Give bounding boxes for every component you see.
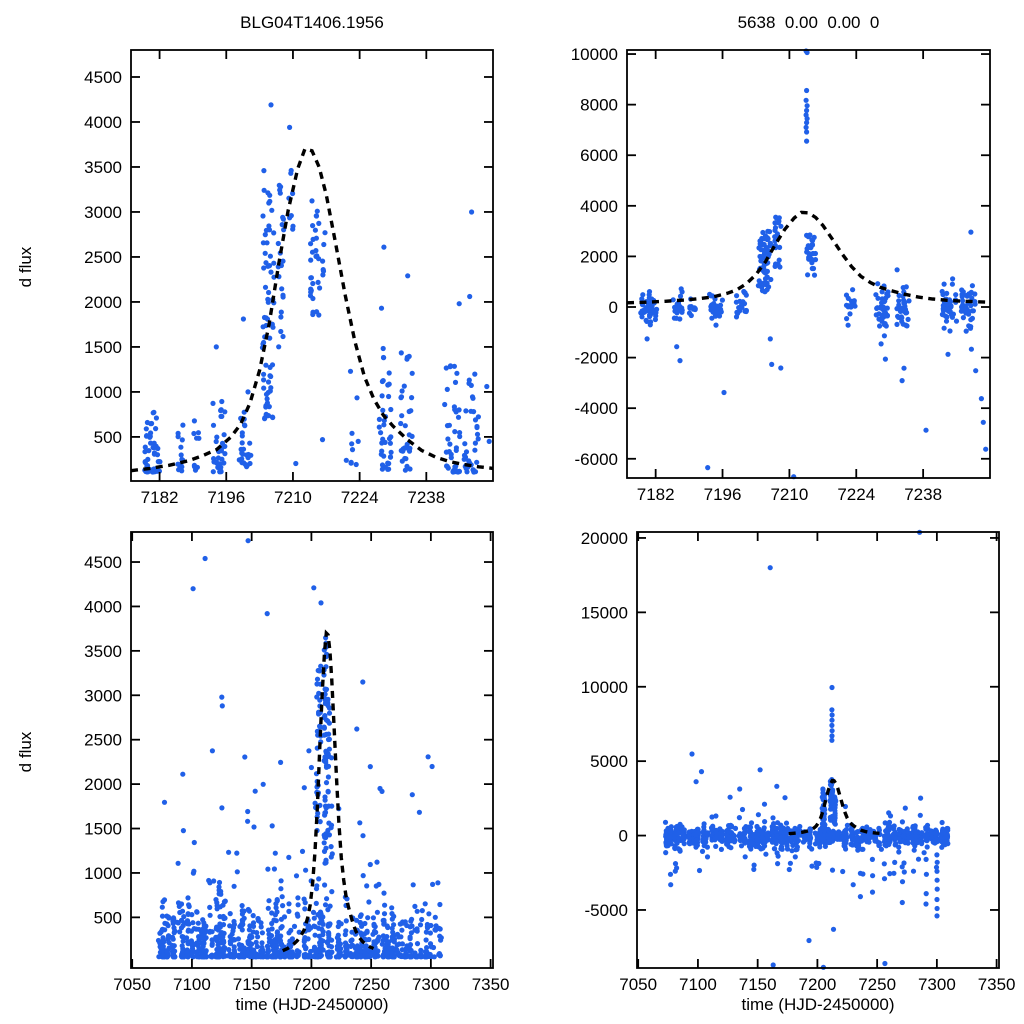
y-tick-label: 8000 [580,95,618,115]
y-tick-label: 20000 [580,528,628,548]
y-tick-label: 2000 [580,247,618,267]
scatter-points [638,48,988,479]
x-tick-label: 7196 [703,485,742,504]
x-tick-label: 7100 [173,975,211,994]
x-tick-label: 7196 [207,488,246,507]
y-tick-label: 4000 [580,196,618,216]
y-tick-label: 4500 [84,553,122,573]
y-tick-label: 1000 [84,863,122,883]
y-tick-label: 1500 [84,819,122,839]
axis-ticks [131,50,493,481]
y-tick-label: 0 [608,298,618,318]
y-tick-label: 10000 [570,45,618,65]
scatter-points [663,530,951,970]
x-tick-label: 7150 [738,975,777,994]
x-tick-label: 7238 [904,485,943,504]
x-tick-label: 7210 [274,488,312,507]
y-axis-title-top-left: d flux [16,246,35,288]
x-tick-label: 7300 [917,975,956,994]
x-tick-label: 7250 [352,975,391,994]
y-tick-label: 2000 [84,292,122,312]
x-tick-label: 7200 [292,975,331,994]
y-tick-label: 15000 [580,603,628,623]
x-axis-title-bottom-left: time (HJD-2450000) [235,995,389,1014]
y-tick-label: 3500 [84,157,122,177]
y-tick-label: 1500 [84,337,122,357]
x-tick-label: 7182 [636,485,675,504]
y-tick-label: 4000 [84,597,122,617]
y-tick-label: 3000 [84,202,122,222]
x-axis-title-bottom-right: time (HJD-2450000) [741,995,895,1014]
x-tick-label: 7238 [407,488,446,507]
panel-bottom-right [581,529,1016,994]
panel-bottom-left [84,532,509,994]
x-tick-label: 7150 [232,975,271,994]
y-tick-label: -6000 [574,449,618,469]
x-tick-label: 7200 [798,975,837,994]
y-axis-title-bottom-left: d flux [16,731,35,773]
x-tick-label: 7210 [770,485,809,504]
x-tick-label: 7350 [471,975,510,994]
panel-top-right [571,45,990,504]
y-tick-label: 2500 [84,247,122,267]
panel-title-top-right: 5638 0.00 0.00 0 [737,13,880,32]
y-tick-label: -4000 [574,399,618,419]
y-tick-label: 0 [618,826,628,846]
x-tick-label: 7050 [619,975,658,994]
panel-top-left [84,50,493,507]
scatter-points [156,538,444,959]
x-tick-label: 7350 [977,975,1016,994]
x-tick-label: 7182 [140,488,179,507]
panel-title-top-left: BLG04T1406.1956 [240,13,384,32]
y-tick-label: 10000 [580,677,628,697]
y-tick-label: 4000 [84,112,122,132]
x-tick-label: 7224 [837,485,876,504]
x-tick-label: 7050 [113,975,152,994]
y-tick-label: -5000 [584,900,628,920]
y-tick-label: 2000 [84,775,122,795]
y-tick-label: 2500 [84,730,122,750]
y-tick-label: 500 [93,427,122,447]
plot-frame [637,532,999,968]
y-tick-label: 3500 [84,641,122,661]
y-tick-label: 3000 [84,686,122,706]
x-tick-label: 7100 [679,975,717,994]
y-tick-label: 4500 [84,67,122,87]
x-tick-label: 7224 [340,488,379,507]
tick-labels [84,553,509,994]
axis-ticks [637,532,999,968]
plot-frame [131,50,493,481]
x-tick-label: 7300 [411,975,450,994]
y-tick-label: 500 [93,908,122,928]
y-tick-label: 6000 [580,146,618,166]
x-tick-label: 7250 [858,975,897,994]
y-tick-label: 1000 [84,382,122,402]
y-tick-label: -2000 [574,348,618,368]
y-tick-label: 5000 [590,752,628,772]
scatter-points [142,102,492,474]
